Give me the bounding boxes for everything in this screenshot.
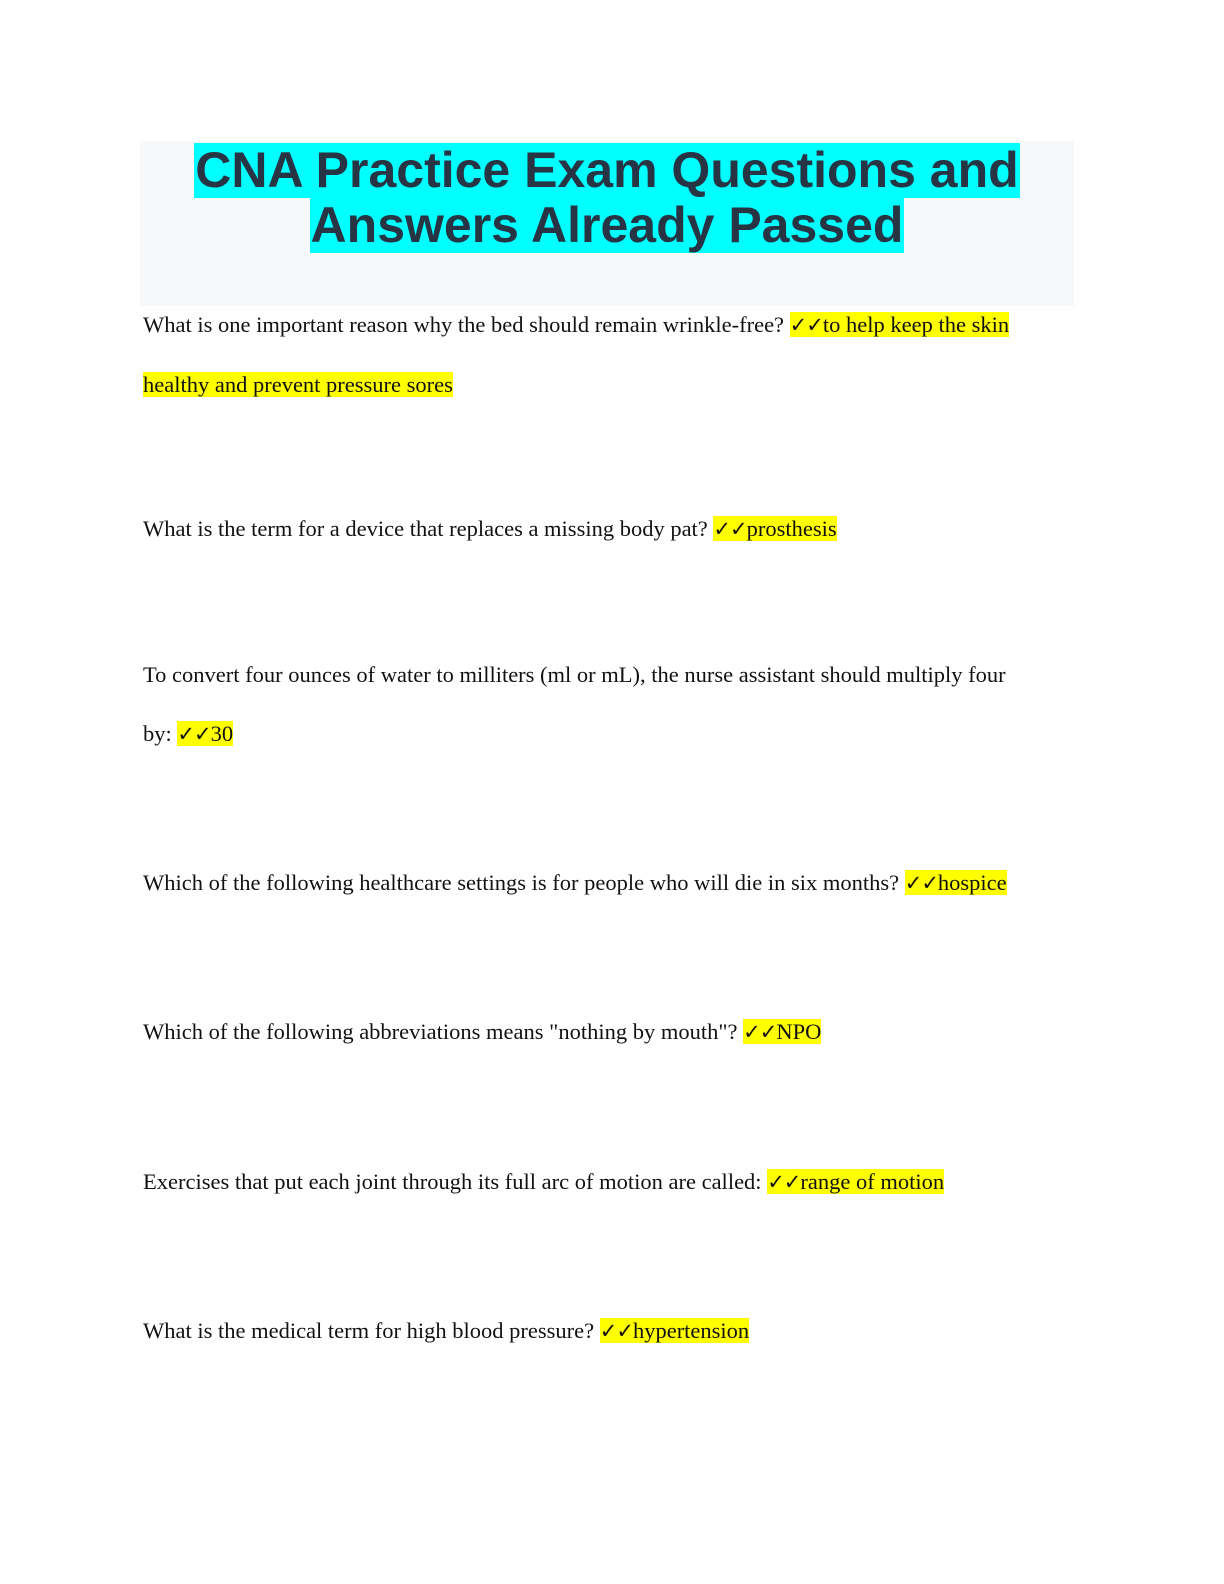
answer-text: hospice [937, 870, 1007, 895]
title-block [140, 141, 1074, 306]
qa-item-7 [143, 1301, 1073, 1361]
answer-text: prosthesis [746, 516, 837, 541]
answer-highlight [600, 1318, 749, 1343]
question-text: What is one important reason why the bed should remain wrinkle-free? [143, 312, 790, 337]
question-text: To convert four ounces of water to milliters (ml or mL), the nurse assistant should multiply four [143, 662, 1006, 687]
qa-item-4 [143, 853, 1073, 913]
qa-item-5 [143, 1002, 1073, 1062]
question-text: Which of the following abbreviations means "nothing by mouth"? [143, 1019, 744, 1044]
answer-text: NPO [776, 1019, 822, 1044]
answer-highlight [743, 1019, 821, 1044]
answer-text: 30 [210, 721, 234, 746]
question-text: What is the term for a device that replaces a missing body pat? [143, 516, 714, 541]
check-mark-icon: ✓✓ [177, 722, 211, 746]
check-mark-icon: ✓✓ [789, 313, 823, 337]
answer-text: range of motion [800, 1169, 945, 1194]
answer-highlight [905, 870, 1007, 895]
question-text: Which of the following healthcare settings is for people who will die in six months? [143, 870, 905, 895]
question-text: What is the medical term for high blood pressure? [143, 1318, 600, 1343]
answer-highlight [177, 721, 233, 746]
qa-item-2 [143, 499, 1073, 559]
title-line-1: CNA Practice Exam Questions and [195, 142, 1019, 198]
answer-text: to help keep the skin [822, 312, 1010, 337]
qa-item-1 [143, 295, 1073, 414]
answer-highlight [790, 312, 1009, 337]
qa-item-3 [143, 645, 1073, 764]
qa-item-6 [143, 1152, 1073, 1212]
answer-highlight [767, 1169, 944, 1194]
check-mark-icon: ✓✓ [599, 1319, 633, 1343]
check-mark-icon: ✓✓ [743, 1020, 777, 1044]
question-text: Exercises that put each joint through its full arc of motion are called: [143, 1169, 768, 1194]
title-line-2: Answers Already Passed [310, 197, 904, 253]
check-mark-icon: ✓✓ [767, 1170, 801, 1194]
question-text-continuation: by: [143, 721, 178, 746]
answer-highlight [713, 516, 836, 541]
check-mark-icon: ✓✓ [713, 517, 747, 541]
answer-text: hypertension [632, 1318, 750, 1343]
check-mark-icon: ✓✓ [904, 871, 938, 895]
answer-continuation: healthy and prevent pressure sores [143, 372, 453, 397]
